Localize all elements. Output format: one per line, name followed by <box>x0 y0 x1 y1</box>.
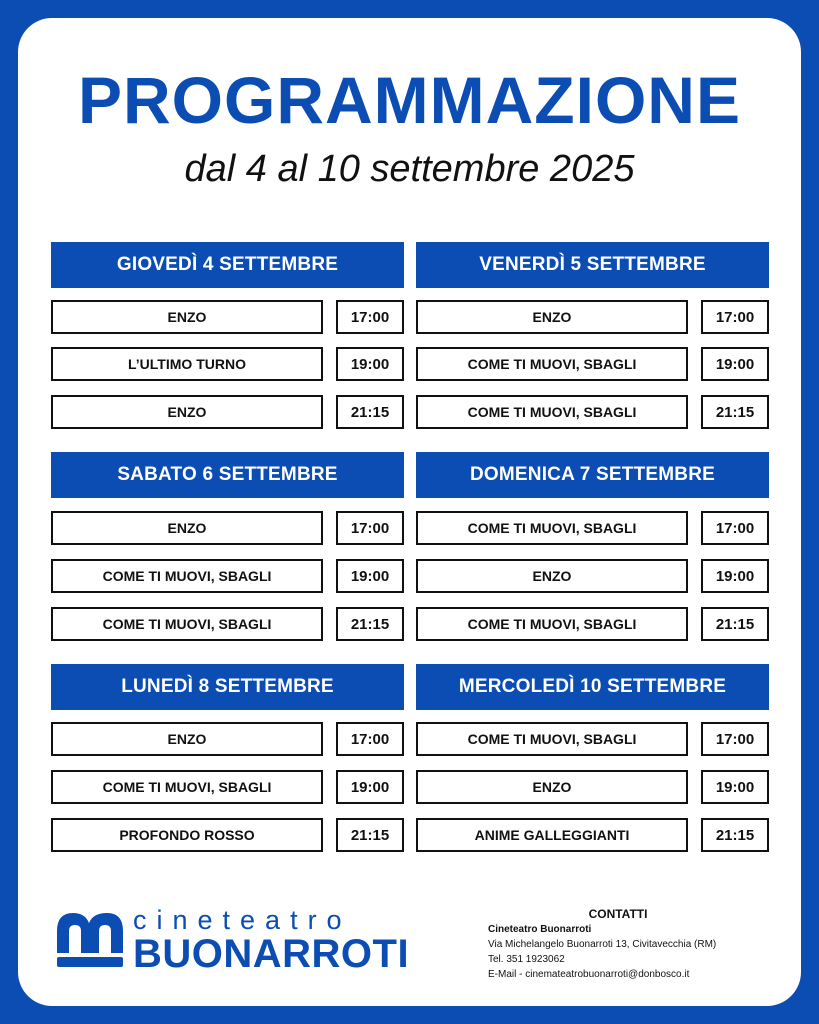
day-block-sunday <box>416 452 769 633</box>
showtime-row <box>51 511 404 545</box>
showtime-row <box>51 395 404 429</box>
showtime-row <box>416 300 769 334</box>
contacts-address: Via Michelangelo Buonarroti 13, Civitavecchia (RM) <box>488 939 717 950</box>
film-title: COME TI MUOVI, SBAGLI <box>416 395 688 429</box>
contacts-venue-name: Cineteatro Buonarroti <box>488 924 592 935</box>
show-time: 21:15 <box>336 818 404 852</box>
show-time: 21:15 <box>701 395 769 429</box>
showtime-row <box>416 559 769 593</box>
show-time: 21:15 <box>701 607 769 641</box>
film-title: COME TI MUOVI, SBAGLI <box>416 347 688 381</box>
film-title: COME TI MUOVI, SBAGLI <box>51 607 323 641</box>
showtime-row <box>416 607 769 641</box>
date-range-subtitle: dal 4 al 10 settembre 2025 <box>184 148 635 190</box>
showtime-row <box>51 722 404 756</box>
show-time: 19:00 <box>336 347 404 381</box>
contacts-block <box>488 907 748 982</box>
film-title: ENZO <box>51 722 323 756</box>
show-time: 17:00 <box>336 722 404 756</box>
showtime-row <box>51 347 404 381</box>
day-header: GIOVEDÌ 4 SETTEMBRE <box>51 242 404 288</box>
film-title: L’ULTIMO TURNO <box>51 347 323 381</box>
show-time: 19:00 <box>701 347 769 381</box>
show-time: 19:00 <box>701 770 769 804</box>
showtime-row <box>51 559 404 593</box>
contacts-phone: Tel. 351 1923062 <box>488 954 565 965</box>
showtime-row <box>416 770 769 804</box>
show-time: 17:00 <box>701 511 769 545</box>
show-time: 19:00 <box>336 770 404 804</box>
day-header: MERCOLEDÌ 10 SETTEMBRE <box>416 664 769 710</box>
cinema-seats-logo-icon <box>55 909 125 976</box>
day-header: DOMENICA 7 SETTEMBRE <box>416 452 769 498</box>
showtime-row <box>416 722 769 756</box>
showtime-row <box>51 607 404 641</box>
showtime-row <box>51 818 404 852</box>
day-block-saturday <box>51 452 404 633</box>
day-block-monday <box>51 664 404 844</box>
day-header: LUNEDÌ 8 SETTEMBRE <box>51 664 404 710</box>
showtime-row <box>416 395 769 429</box>
film-title: COME TI MUOVI, SBAGLI <box>416 607 688 641</box>
contacts-title: CONTATTI <box>588 907 648 921</box>
showtime-row <box>51 770 404 804</box>
show-time: 17:00 <box>336 511 404 545</box>
show-time: 17:00 <box>701 300 769 334</box>
show-time: 21:15 <box>336 607 404 641</box>
day-block-thursday <box>51 242 404 421</box>
showtime-row <box>416 347 769 381</box>
cineteatro-logo <box>55 905 415 975</box>
day-header: SABATO 6 SETTEMBRE <box>51 452 404 498</box>
show-time: 17:00 <box>701 722 769 756</box>
film-title: COME TI MUOVI, SBAGLI <box>51 770 323 804</box>
show-time: 17:00 <box>336 300 404 334</box>
show-time: 21:15 <box>336 395 404 429</box>
showtime-row <box>51 300 404 334</box>
logo-text-top: cineteatro <box>133 905 352 935</box>
show-time: 19:00 <box>701 559 769 593</box>
logo-text-bottom: BUONARROTI <box>133 932 410 976</box>
film-title: ENZO <box>51 300 323 334</box>
film-title: ENZO <box>51 511 323 545</box>
film-title: COME TI MUOVI, SBAGLI <box>416 722 688 756</box>
film-title: COME TI MUOVI, SBAGLI <box>51 559 323 593</box>
film-title: ANIME GALLEGGIANTI <box>416 818 688 852</box>
film-title: PROFONDO ROSSO <box>51 818 323 852</box>
day-block-wednesday <box>416 664 769 844</box>
showtime-row <box>416 511 769 545</box>
film-title: ENZO <box>416 559 688 593</box>
day-block-friday <box>416 242 769 421</box>
page-title: PROGRAMMAZIONE <box>78 63 741 137</box>
day-header: VENERDÌ 5 SETTEMBRE <box>416 242 769 288</box>
showtime-row <box>416 818 769 852</box>
show-time: 21:15 <box>701 818 769 852</box>
contacts-email: E-Mail - cinemateatrobuonarroti@donbosco.it <box>488 969 690 980</box>
film-title: ENZO <box>416 300 688 334</box>
film-title: ENZO <box>51 395 323 429</box>
film-title: ENZO <box>416 770 688 804</box>
show-time: 19:00 <box>336 559 404 593</box>
film-title: COME TI MUOVI, SBAGLI <box>416 511 688 545</box>
